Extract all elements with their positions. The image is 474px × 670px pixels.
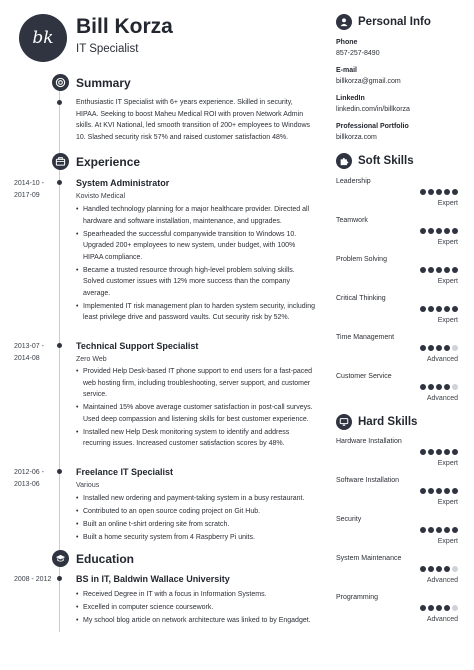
- skill-level: Expert: [437, 538, 458, 545]
- list-item: • Built a home security system from 4 Raspberry Pi units.: [76, 532, 316, 544]
- skill-rating: [420, 345, 458, 351]
- rating-dot: [436, 306, 442, 312]
- linkedin-value: linkedin.com/in/billkorza: [336, 106, 410, 113]
- skill-row: [336, 334, 460, 370]
- summary-heading: [52, 74, 131, 91]
- rating-dot: [452, 527, 458, 533]
- rating-dot: [428, 345, 434, 351]
- skill-row: [336, 516, 460, 552]
- rating-dot: [420, 527, 426, 533]
- skill-row: [336, 256, 460, 292]
- rating-dot: [428, 306, 434, 312]
- rating-dot: [452, 488, 458, 494]
- rating-dot: [444, 345, 450, 351]
- skill-row: [336, 178, 460, 214]
- skill-level: Advanced: [426, 395, 458, 402]
- rating-dot: [452, 449, 458, 455]
- timeline-dot: [57, 469, 62, 474]
- rating-dot: [444, 488, 450, 494]
- skill-level: Expert: [437, 200, 458, 207]
- graduation-cap-icon: [52, 550, 69, 567]
- email-label: E-mail: [336, 67, 358, 74]
- candidate-name: Bill Korza: [76, 15, 173, 38]
- job-date: 2013-07 - 2014-08: [14, 343, 44, 362]
- rating-dot: [444, 527, 450, 533]
- timeline-dot: [57, 100, 62, 105]
- skill-name: Leadership: [336, 178, 371, 185]
- rating-dot: [420, 488, 426, 494]
- rating-dot: [436, 605, 442, 611]
- list-item: • Maintained 15% above average customer satisfaction in post-call surveys. Used deep compassion and listening skills for best customer experience.: [76, 402, 316, 425]
- rating-dot: [420, 306, 426, 312]
- education-heading: [52, 550, 134, 567]
- rating-dot: [420, 566, 426, 572]
- skill-rating: [420, 306, 458, 312]
- rating-dot: [452, 566, 458, 572]
- rating-dot: [420, 345, 426, 351]
- skill-name: Hardware Installation: [336, 438, 402, 445]
- rating-dot: [444, 267, 450, 273]
- list-item: • Contributed to an open source coding project on Git Hub.: [76, 506, 316, 518]
- list-item: • Implemented IT risk management plan to harden system security, including least privilege drive and password vaults. Cut security risk by 52%.: [76, 301, 316, 324]
- rating-dot: [452, 228, 458, 234]
- skill-rating: [420, 605, 458, 611]
- skill-row: [336, 217, 460, 253]
- skill-name: Customer Service: [336, 373, 392, 380]
- job-company: Kovisto Medical: [76, 193, 126, 200]
- rating-dot: [428, 449, 434, 455]
- summary-title: Summary: [76, 75, 131, 90]
- rating-dot: [444, 384, 450, 390]
- rating-dot: [436, 189, 442, 195]
- rating-dot: [444, 566, 450, 572]
- rating-dot: [428, 566, 434, 572]
- timeline-dot: [57, 180, 62, 185]
- phone-value: 857-257-8490: [336, 50, 380, 57]
- skill-rating: [420, 267, 458, 273]
- list-item: • Handled technology planning for a major healthcare provider. Directed all hardware and software installation, maintenance, and upgrades.: [76, 204, 316, 227]
- rating-dot: [420, 384, 426, 390]
- list-item: • Received Degree in IT with a focus in Information Systems.: [76, 589, 316, 601]
- rating-dot: [436, 345, 442, 351]
- rating-dot: [428, 605, 434, 611]
- rating-dot: [420, 449, 426, 455]
- rating-dot: [444, 449, 450, 455]
- rating-dot: [428, 527, 434, 533]
- monitor-icon: [336, 414, 352, 430]
- experience-title: Experience: [76, 154, 141, 169]
- rating-dot: [428, 267, 434, 273]
- job-title: Technical Support Specialist: [76, 341, 199, 351]
- list-item: • My school blog article on network architecture was linked to by Engadget.: [76, 615, 316, 627]
- job-title: System Administrator: [76, 178, 170, 188]
- skill-rating: [420, 527, 458, 533]
- rating-dot: [420, 605, 426, 611]
- skill-level: Expert: [437, 278, 458, 285]
- skill-row: [336, 594, 460, 630]
- skill-row: [336, 295, 460, 331]
- list-item: • Excelled in computer science coursework.: [76, 602, 316, 614]
- skill-name: System Maintenance: [336, 555, 402, 562]
- briefcase-icon: [52, 153, 69, 170]
- avatar-initials: bk: [32, 28, 54, 48]
- list-item: • Built an online t-shirt ordering site from scratch.: [76, 519, 316, 531]
- user-icon: [336, 14, 352, 30]
- personal-info-title: Personal Info: [358, 16, 431, 28]
- rating-dot: [452, 384, 458, 390]
- skill-name: Security: [336, 516, 362, 523]
- experience-heading: [52, 153, 140, 170]
- skill-name: Time Management: [336, 334, 395, 341]
- puzzle-icon: [336, 153, 352, 169]
- rating-dot: [436, 488, 442, 494]
- hard-skills-heading: [336, 414, 417, 430]
- rating-dot: [452, 345, 458, 351]
- candidate-title: IT Specialist: [76, 43, 139, 55]
- rating-dot: [452, 605, 458, 611]
- linkedin-label: LinkedIn: [336, 95, 365, 102]
- rating-dot: [428, 189, 434, 195]
- list-item: • Installed new ordering and payment-taking system in a busy restaurant.: [76, 493, 316, 505]
- skill-row: [336, 438, 460, 474]
- education-bullets: [76, 589, 316, 628]
- rating-dot: [428, 488, 434, 494]
- list-item: • Provided Help Desk-based IT phone support to end users for a fast-paced web hosting firm, including troubleshooting, server support, and customer service.: [76, 366, 316, 401]
- skill-row: [336, 555, 460, 591]
- portfolio-label: Professional Portfolio: [336, 123, 409, 130]
- skill-level: Advanced: [426, 577, 458, 584]
- skill-row: [336, 477, 460, 513]
- skill-rating: [420, 449, 458, 455]
- skill-rating: [420, 566, 458, 572]
- education-title: Education: [76, 551, 135, 566]
- rating-dot: [436, 384, 442, 390]
- list-item: • Installed new Help Desk monitoring system to identify and address recurring issues. Increased customer satisfaction scores by 48%.: [76, 427, 316, 450]
- rating-dot: [420, 189, 426, 195]
- portfolio-value: billkorza.com: [336, 134, 377, 141]
- rating-dot: [428, 228, 434, 234]
- timeline-dot: [57, 343, 62, 348]
- rating-dot: [444, 306, 450, 312]
- skill-level: Expert: [437, 317, 458, 324]
- skill-level: Expert: [437, 239, 458, 246]
- job-date: 2014-10 - 2017-09: [14, 180, 44, 199]
- education-degree: BS in IT, Baldwin Wallace University: [76, 574, 230, 584]
- soft-skills-title: Soft Skills: [358, 155, 414, 167]
- list-item: • Spearheaded the successful companywide transition to Windows 10. Upgraded 200+ employees to new system, under budget, with 100% HIPAA compliance.: [76, 229, 316, 264]
- rating-dot: [436, 267, 442, 273]
- rating-dot: [444, 189, 450, 195]
- rating-dot: [428, 384, 434, 390]
- rating-dot: [444, 605, 450, 611]
- rating-dot: [444, 228, 450, 234]
- rating-dot: [436, 566, 442, 572]
- skill-rating: [420, 384, 458, 390]
- job-date: 2012-06 - 2013-06: [14, 469, 44, 488]
- skill-name: Programming: [336, 594, 379, 601]
- list-item: • Became a trusted resource through high-level problem solving skills. Solved customer issues with 12% more success than the company average.: [76, 265, 316, 300]
- rating-dot: [420, 267, 426, 273]
- skill-name: Teamwork: [336, 217, 368, 224]
- job-bullets: [76, 366, 316, 451]
- avatar: [19, 14, 67, 62]
- timeline-dot: [57, 576, 62, 581]
- job-company: Zero Web: [76, 356, 107, 363]
- job-title: Freelance IT Specialist: [76, 467, 174, 477]
- email-value: billkorza@gmail.com: [336, 78, 401, 85]
- rating-dot: [452, 267, 458, 273]
- skill-level: Advanced: [426, 616, 458, 623]
- personal-info-heading: [336, 14, 431, 30]
- job-bullets: [76, 493, 316, 545]
- skill-name: Problem Solving: [336, 256, 387, 263]
- skill-level: Advanced: [426, 356, 458, 363]
- rating-dot: [436, 527, 442, 533]
- skill-level: Expert: [437, 499, 458, 506]
- soft-skills-heading: [336, 153, 414, 169]
- rating-dot: [420, 228, 426, 234]
- skill-rating: [420, 189, 458, 195]
- rating-dot: [452, 189, 458, 195]
- skill-row: [336, 373, 460, 409]
- hard-skills-title: Hard Skills: [358, 416, 418, 428]
- rating-dot: [436, 449, 442, 455]
- skill-rating: [420, 228, 458, 234]
- job-bullets: [76, 204, 316, 325]
- target-icon: [52, 74, 69, 91]
- skill-name: Critical Thinking: [336, 295, 386, 302]
- rating-dot: [452, 306, 458, 312]
- skill-name: Software Installation: [336, 477, 400, 484]
- education-date: 2008 - 2012: [14, 576, 52, 583]
- job-company: Various: [76, 482, 100, 489]
- skill-level: Expert: [437, 460, 458, 467]
- rating-dot: [436, 228, 442, 234]
- phone-label: Phone: [336, 39, 358, 46]
- skill-rating: [420, 488, 458, 494]
- summary-text: Enthusiastic IT Specialist with 6+ years experience. Skilled in security, HIPAA. Seeking to boost Maheu Medical ROI with proven Network Admin skills. At KVI National, led smooth transition of 200+ employees to Windows 10. Slashed security risk 57% and raised customer satisfaction 48%.: [76, 99, 311, 141]
